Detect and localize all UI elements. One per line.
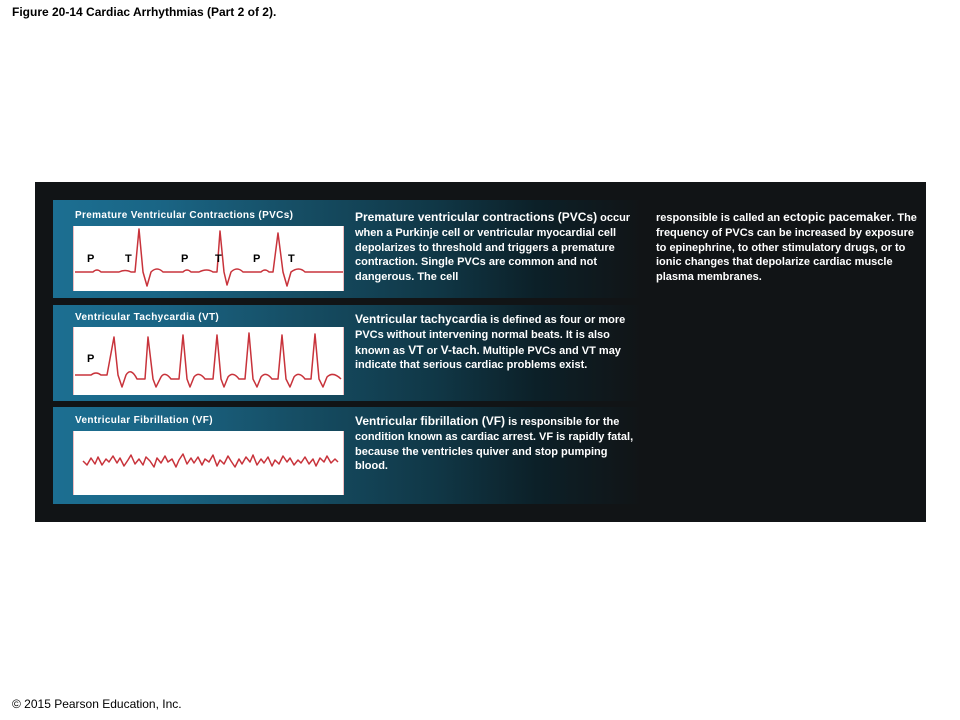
vt-row-title: Ventricular Tachycardia (VT) xyxy=(75,312,220,323)
vt-description-text: is defined as four or more PVCs without intervening normal beats. It is also known as xyxy=(355,314,626,357)
vt-description-text: or xyxy=(423,344,441,357)
ectopic-pacemaker-term: ectopic pacemaker xyxy=(783,210,892,224)
copyright-notice: © 2015 Pearson Education, Inc. xyxy=(12,697,182,711)
wave-label-p: P xyxy=(87,253,95,265)
pvc-description-text: occur when a Purkinje cell or ventricular myocardial cell depolarizes to threshold and triggers a premature contraction. Single PVCs are common and not dangerous. The cell xyxy=(355,212,631,284)
pvc-term: Premature ventricular contractions (PVCs) xyxy=(355,210,598,224)
vt-ecg-trace xyxy=(73,327,344,395)
continuation-text: responsible is called an xyxy=(656,212,784,224)
wave-label-t: T xyxy=(215,253,222,265)
vt-abbrev: VT xyxy=(408,342,424,357)
pvc-row-title: Premature Ventricular Contractions (PVCs) xyxy=(75,210,294,221)
vf-term: Ventricular fibrillation (VF) xyxy=(355,414,506,428)
vf-row-title: Ventricular Fibrillation (VF) xyxy=(75,415,213,426)
pvc-ecg-trace xyxy=(73,226,344,291)
vt-description-text: . Multiple PVCs and VT may indicate that serious cardiac problems exist. xyxy=(355,344,621,372)
pvc-description xyxy=(355,210,637,285)
vt-ecg-strip xyxy=(73,327,344,395)
vf-ecg-strip xyxy=(73,431,344,495)
wave-label-p: P xyxy=(181,253,189,265)
wave-label-t: T xyxy=(288,253,295,265)
figure-title: Figure 20-14 Cardiac Arrhythmias (Part 2 of 2). xyxy=(12,5,277,19)
wave-label-t: T xyxy=(125,253,132,265)
pvc-description-continued xyxy=(656,210,924,285)
vf-description-text: is responsible for the condition known as cardiac arrest. VF is rapidly fatal, because the ventricles quiver and stop pumping blood. xyxy=(355,416,634,473)
wave-label-p: P xyxy=(253,253,261,265)
pvc-ecg-strip xyxy=(73,226,344,291)
vt-term: Ventricular tachycardia xyxy=(355,312,488,326)
vt-description xyxy=(355,312,637,373)
vf-ecg-trace xyxy=(73,431,344,495)
wave-label-p: P xyxy=(87,353,95,365)
continuation-text: . The frequency of PVCs can be increased by exposure to epinephrine, to other stimulatory drugs, or to ionic changes that depolarize cardiac muscle plasma membranes. xyxy=(656,212,917,284)
vf-description xyxy=(355,414,637,474)
vtach-abbrev: V-tach xyxy=(440,342,477,357)
